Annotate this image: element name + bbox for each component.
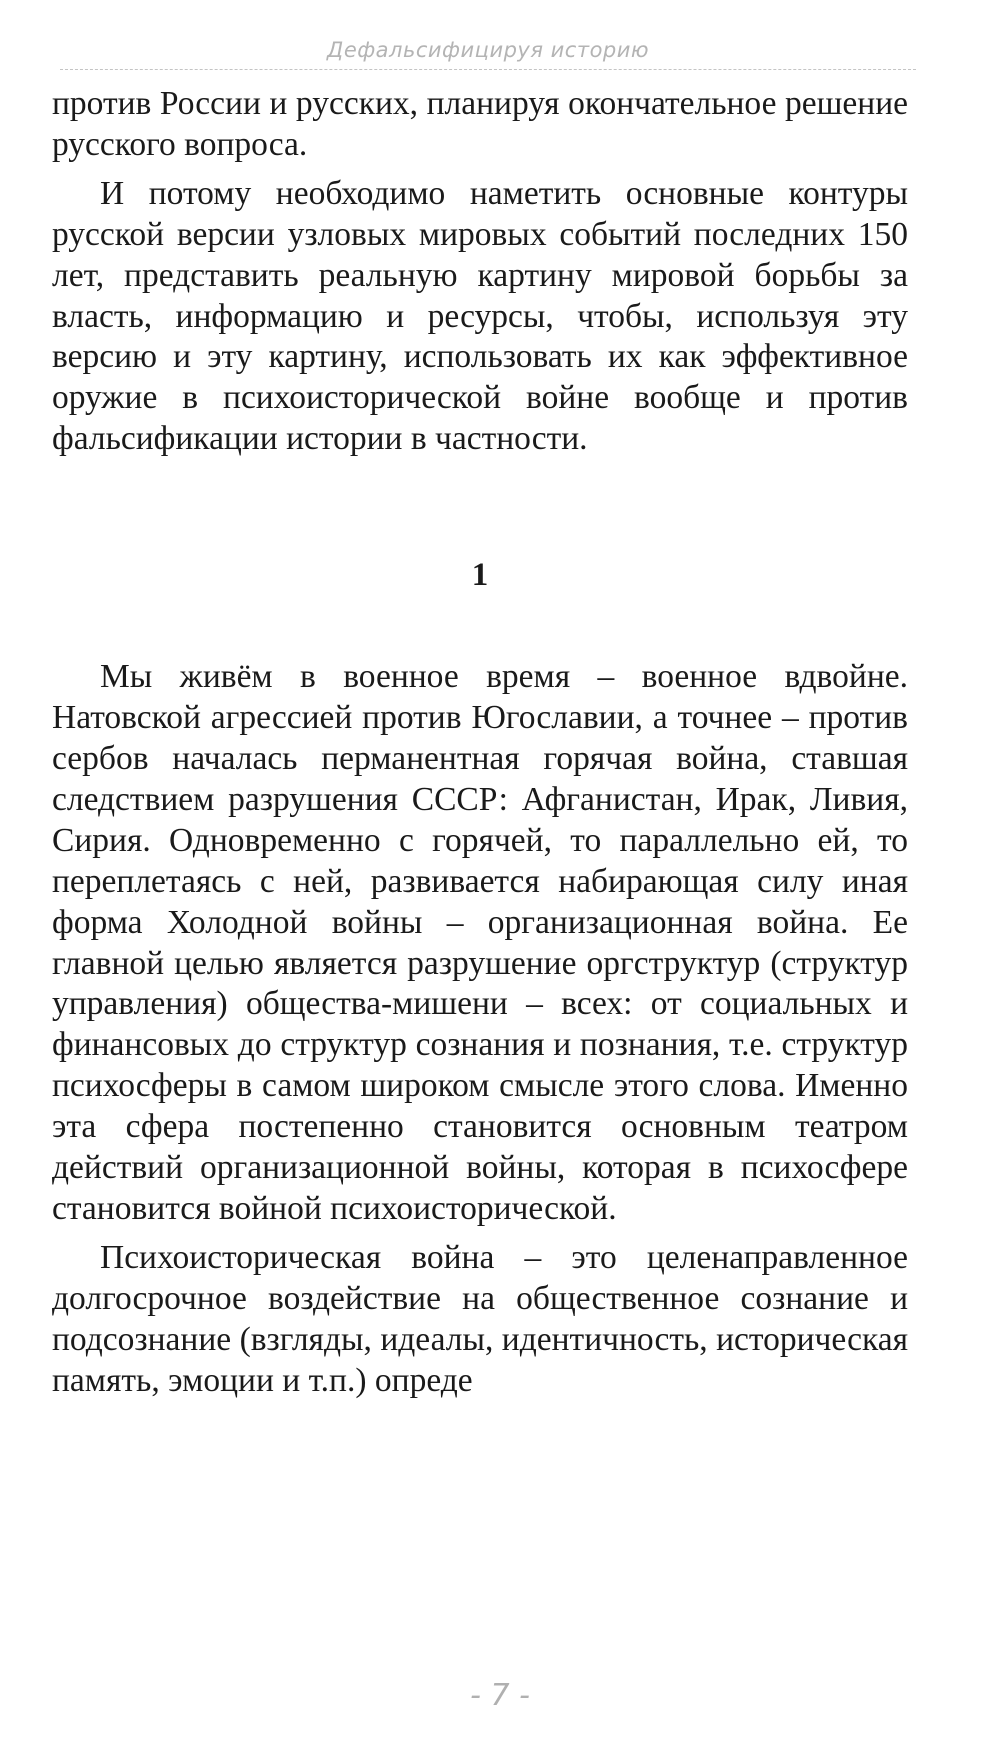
paragraph: Психоисторическая война – это целенаправленное долгосрочное воздействие на общественное сознание и подсознание (взгляды, идеалы, идентичность, историческая память, эмоции и т.п.) опреде — [52, 1238, 908, 1399]
paragraph-continuation: против России и русских, планируя окончательное решение русского вопроса. — [52, 85, 908, 163]
paragraph: Мы живём в военное время – военное вдвойне. Натовской агрессией против Югославии, а точнее – против сербов началась перманентная горячая война, ставшая следствием разрушения СССР: Афганистан, Ирак, Ливия, Сирия. Одновременно с горячей, то параллельно ей, то переплетаясь с ней, развивается набирающая силу иная форма Холодной войны – организационная война. Ее главной целью является разрушение оргструктур (структур управления) общества-мишени – всех: от социальных и финансовых до структур сознания и познания, т.е. структур психосферы в самом широком смысле этого слова. Именно эта сфера постепенно становится основным театром действий организационной войны, которая в психосфере становится войной психоисторической. — [52, 658, 908, 1227]
running-head: Дефальсифицируя историю — [326, 38, 650, 62]
chapter-number: 1 — [471, 557, 489, 594]
body-text — [52, 84, 908, 1409]
page-number: - 7 - — [470, 1678, 530, 1713]
paragraph: И потому необходимо наметить основные контуры русской версии узловых мировых событий последних 150 лет, представить реальную картину мировой борьбы за власть, информацию и ресурсы, чтобы, используя эту версию и эту картину, использовать их как эффективное оружие в психоисторической войне вообще и против фальсификации истории в частности. — [52, 174, 908, 458]
running-head-rule — [60, 69, 916, 70]
